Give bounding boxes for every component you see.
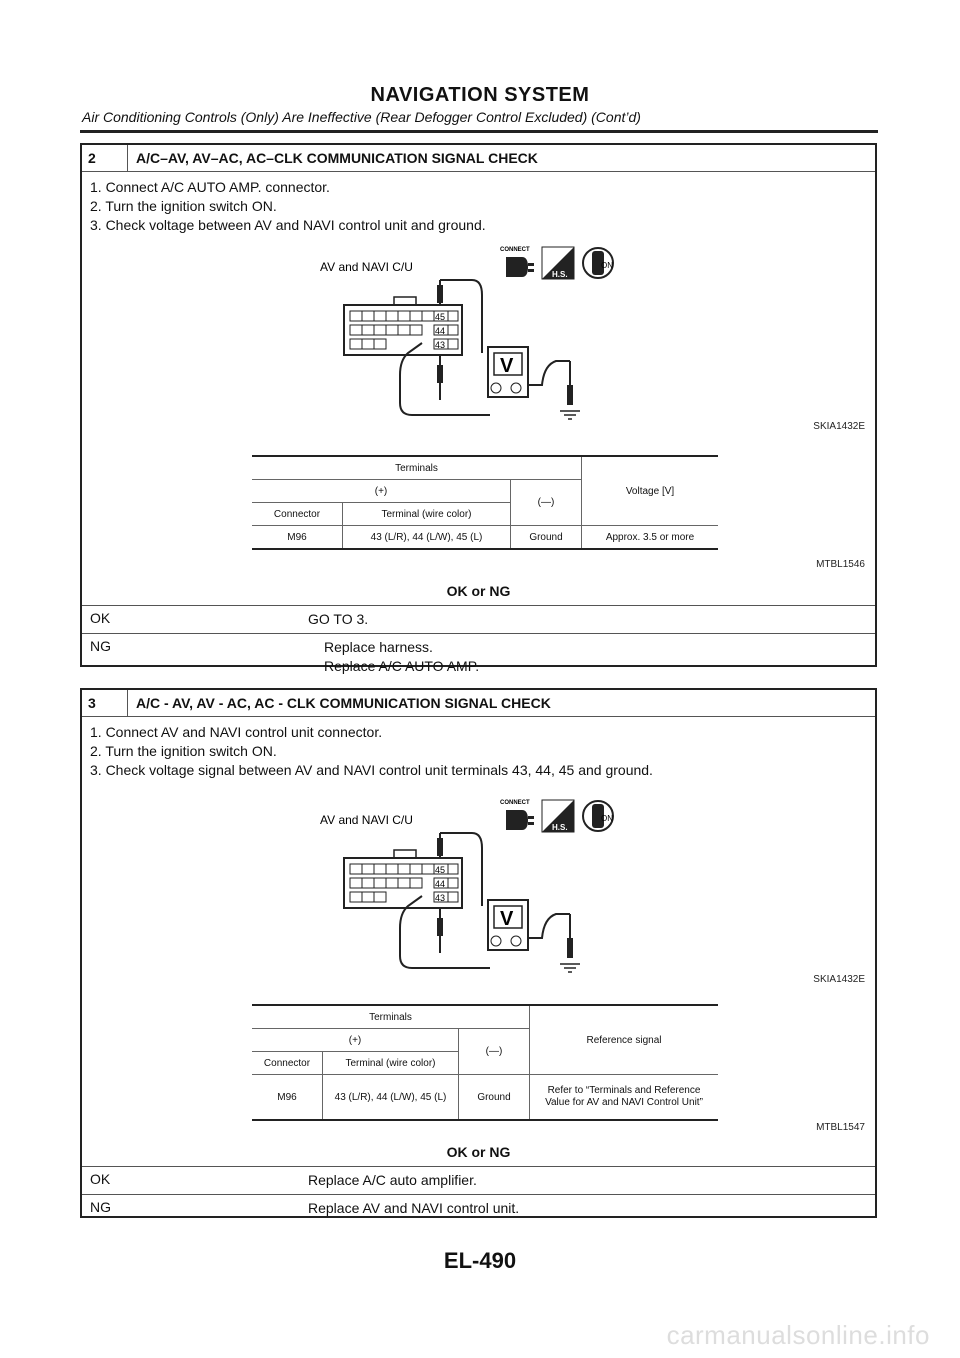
- ng-value: [300, 634, 487, 680]
- pin-43: 43: [435, 893, 446, 903]
- figure-code: SKIA1432E: [813, 974, 865, 985]
- hdr-connector: Connector: [252, 503, 343, 526]
- cell-terminal: 43 (L/R), 44 (L/W), 45 (L): [323, 1075, 459, 1121]
- pin-43: 43: [435, 340, 446, 350]
- connector-icon: [344, 297, 462, 355]
- svg-text:V: V: [500, 908, 514, 930]
- probe-bottom-icon: [437, 365, 443, 383]
- section-3-figure: [82, 780, 875, 990]
- ok-or-ng-label: OK or NG: [446, 1144, 511, 1160]
- ng-value-line-2: Replace A/C AUTO AMP.: [324, 658, 480, 674]
- wiring-diagram: [82, 780, 877, 990]
- hdr-result: Voltage [V]: [582, 456, 719, 526]
- ng-value-line-1: Replace harness.: [324, 639, 433, 655]
- cell-result: Refer to “Terminals and Reference Value for AV and NAVI Control Unit”: [530, 1075, 719, 1121]
- connect-icon: [500, 800, 534, 830]
- section-2-box: [80, 143, 877, 674]
- probe-top-icon: [437, 838, 443, 856]
- step-3: 3. Check voltage signal between AV and NAVI control unit terminals 43, 44, 45 and ground.: [90, 762, 653, 778]
- ground-probe-icon: [567, 385, 573, 405]
- header-rule: [80, 130, 878, 133]
- ground-icon: [560, 964, 580, 972]
- section-2-spec-table: [252, 455, 718, 550]
- hdr-terminals: Terminals: [252, 456, 582, 480]
- page-subtitle: Air Conditioning Controls (Only) Are Ineffective (Rear Defogger Control Excluded) (Cont’d): [82, 109, 641, 125]
- svg-text:CONNECT: CONNECT: [500, 800, 530, 806]
- hs-icon: [542, 247, 574, 279]
- ok-value: Replace A/C auto amplifier.: [308, 1172, 477, 1188]
- step-3: 3. Check voltage between AV and NAVI control unit and ground.: [90, 217, 486, 233]
- ng-key: NG: [90, 638, 111, 654]
- section-2-table-wrap: [82, 435, 875, 583]
- hdr-plus: (+): [252, 480, 511, 503]
- voltmeter-icon: [488, 347, 528, 397]
- pin-44: 44: [435, 326, 446, 336]
- step-2: 2. Turn the ignition switch ON.: [90, 198, 277, 214]
- svg-text:H.S.: H.S.: [552, 823, 568, 832]
- svg-text:ON: ON: [601, 814, 613, 823]
- ng-value: Replace AV and NAVI control unit.: [308, 1200, 520, 1216]
- voltmeter-icon: [488, 900, 528, 950]
- section-3-titlebar: [82, 690, 875, 717]
- table-code: MTBL1546: [816, 559, 865, 570]
- cell-minus: Ground: [511, 526, 582, 550]
- ignition-on-icon: [583, 801, 613, 831]
- svg-text:V: V: [500, 355, 514, 377]
- cell-connector: M96: [252, 1075, 323, 1121]
- ok-or-ng-label: OK or NG: [446, 583, 511, 599]
- probe-bottom-icon: [437, 918, 443, 936]
- ground-icon: [560, 411, 580, 419]
- section-3-table-wrap: [82, 990, 875, 1138]
- unit-label: AV and NAVI C/U: [320, 260, 413, 274]
- connect-icon: [500, 247, 534, 277]
- section-3-spec-table: [252, 1004, 718, 1121]
- ng-row: [82, 1194, 875, 1222]
- hdr-connector: Connector: [252, 1052, 323, 1075]
- section-2-number: 2: [82, 145, 128, 171]
- step-2: 2. Turn the ignition switch ON.: [90, 743, 277, 759]
- page-title: NAVIGATION SYSTEM: [370, 84, 590, 106]
- pin-45: 45: [435, 312, 446, 322]
- page-number: EL-490: [443, 1248, 517, 1273]
- probe-top-icon: [437, 285, 443, 303]
- hdr-result: Reference signal: [530, 1005, 719, 1075]
- hdr-minus: (—): [511, 480, 582, 526]
- pin-45: 45: [435, 865, 446, 875]
- hdr-terminal-wire: Terminal (wire color): [323, 1052, 459, 1075]
- ng-row: [82, 633, 875, 680]
- watermark: carmanualsonline.info: [666, 1320, 930, 1350]
- connector-icon: [344, 850, 462, 908]
- step-1: 1. Connect AV and NAVI control unit connector.: [90, 724, 383, 740]
- cell-result: Approx. 3.5 or more: [582, 526, 719, 550]
- ok-row: [82, 1166, 875, 1194]
- page-header: [80, 84, 880, 125]
- ok-key: OK: [90, 610, 111, 626]
- wiring-diagram: [82, 235, 877, 435]
- section-2-figure: [82, 235, 875, 435]
- section-2-titlebar: [82, 145, 875, 172]
- section-3-title: A/C - AV, AV - AC, AC - CLK COMMUNICATION SIGNAL CHECK: [136, 695, 551, 711]
- table-code: MTBL1547: [816, 1122, 865, 1133]
- section-2-steps: [82, 172, 875, 235]
- section-2-title: A/C–AV, AV–AC, AC–CLK COMMUNICATION SIGNAL CHECK: [136, 150, 538, 166]
- ignition-on-icon: [583, 248, 613, 278]
- hdr-minus: (—): [459, 1029, 530, 1075]
- svg-text:ON: ON: [601, 261, 613, 270]
- ok-key: OK: [90, 1171, 111, 1187]
- section-3-steps: [82, 717, 875, 780]
- pin-44: 44: [435, 879, 446, 889]
- ok-row: [82, 605, 875, 633]
- step-1: 1. Connect A/C AUTO AMP. connector.: [90, 179, 330, 195]
- hdr-terminals: Terminals: [252, 1005, 530, 1029]
- ok-value: GO TO 3.: [308, 611, 369, 627]
- cell-minus: Ground: [459, 1075, 530, 1121]
- ground-probe-icon: [567, 938, 573, 958]
- section-3-box: [80, 688, 877, 1218]
- section-3-number: 3: [82, 690, 128, 716]
- ng-key: NG: [90, 1199, 111, 1215]
- svg-text:H.S.: H.S.: [552, 270, 568, 279]
- cell-connector: M96: [252, 526, 343, 550]
- hs-icon: [542, 800, 574, 832]
- unit-label: AV and NAVI C/U: [320, 813, 413, 827]
- hdr-plus: (+): [252, 1029, 459, 1052]
- cell-terminal: 43 (L/R), 44 (L/W), 45 (L): [343, 526, 511, 550]
- hdr-terminal-wire: Terminal (wire color): [343, 503, 511, 526]
- svg-text:CONNECT: CONNECT: [500, 247, 530, 253]
- figure-code: SKIA1432E: [813, 421, 865, 432]
